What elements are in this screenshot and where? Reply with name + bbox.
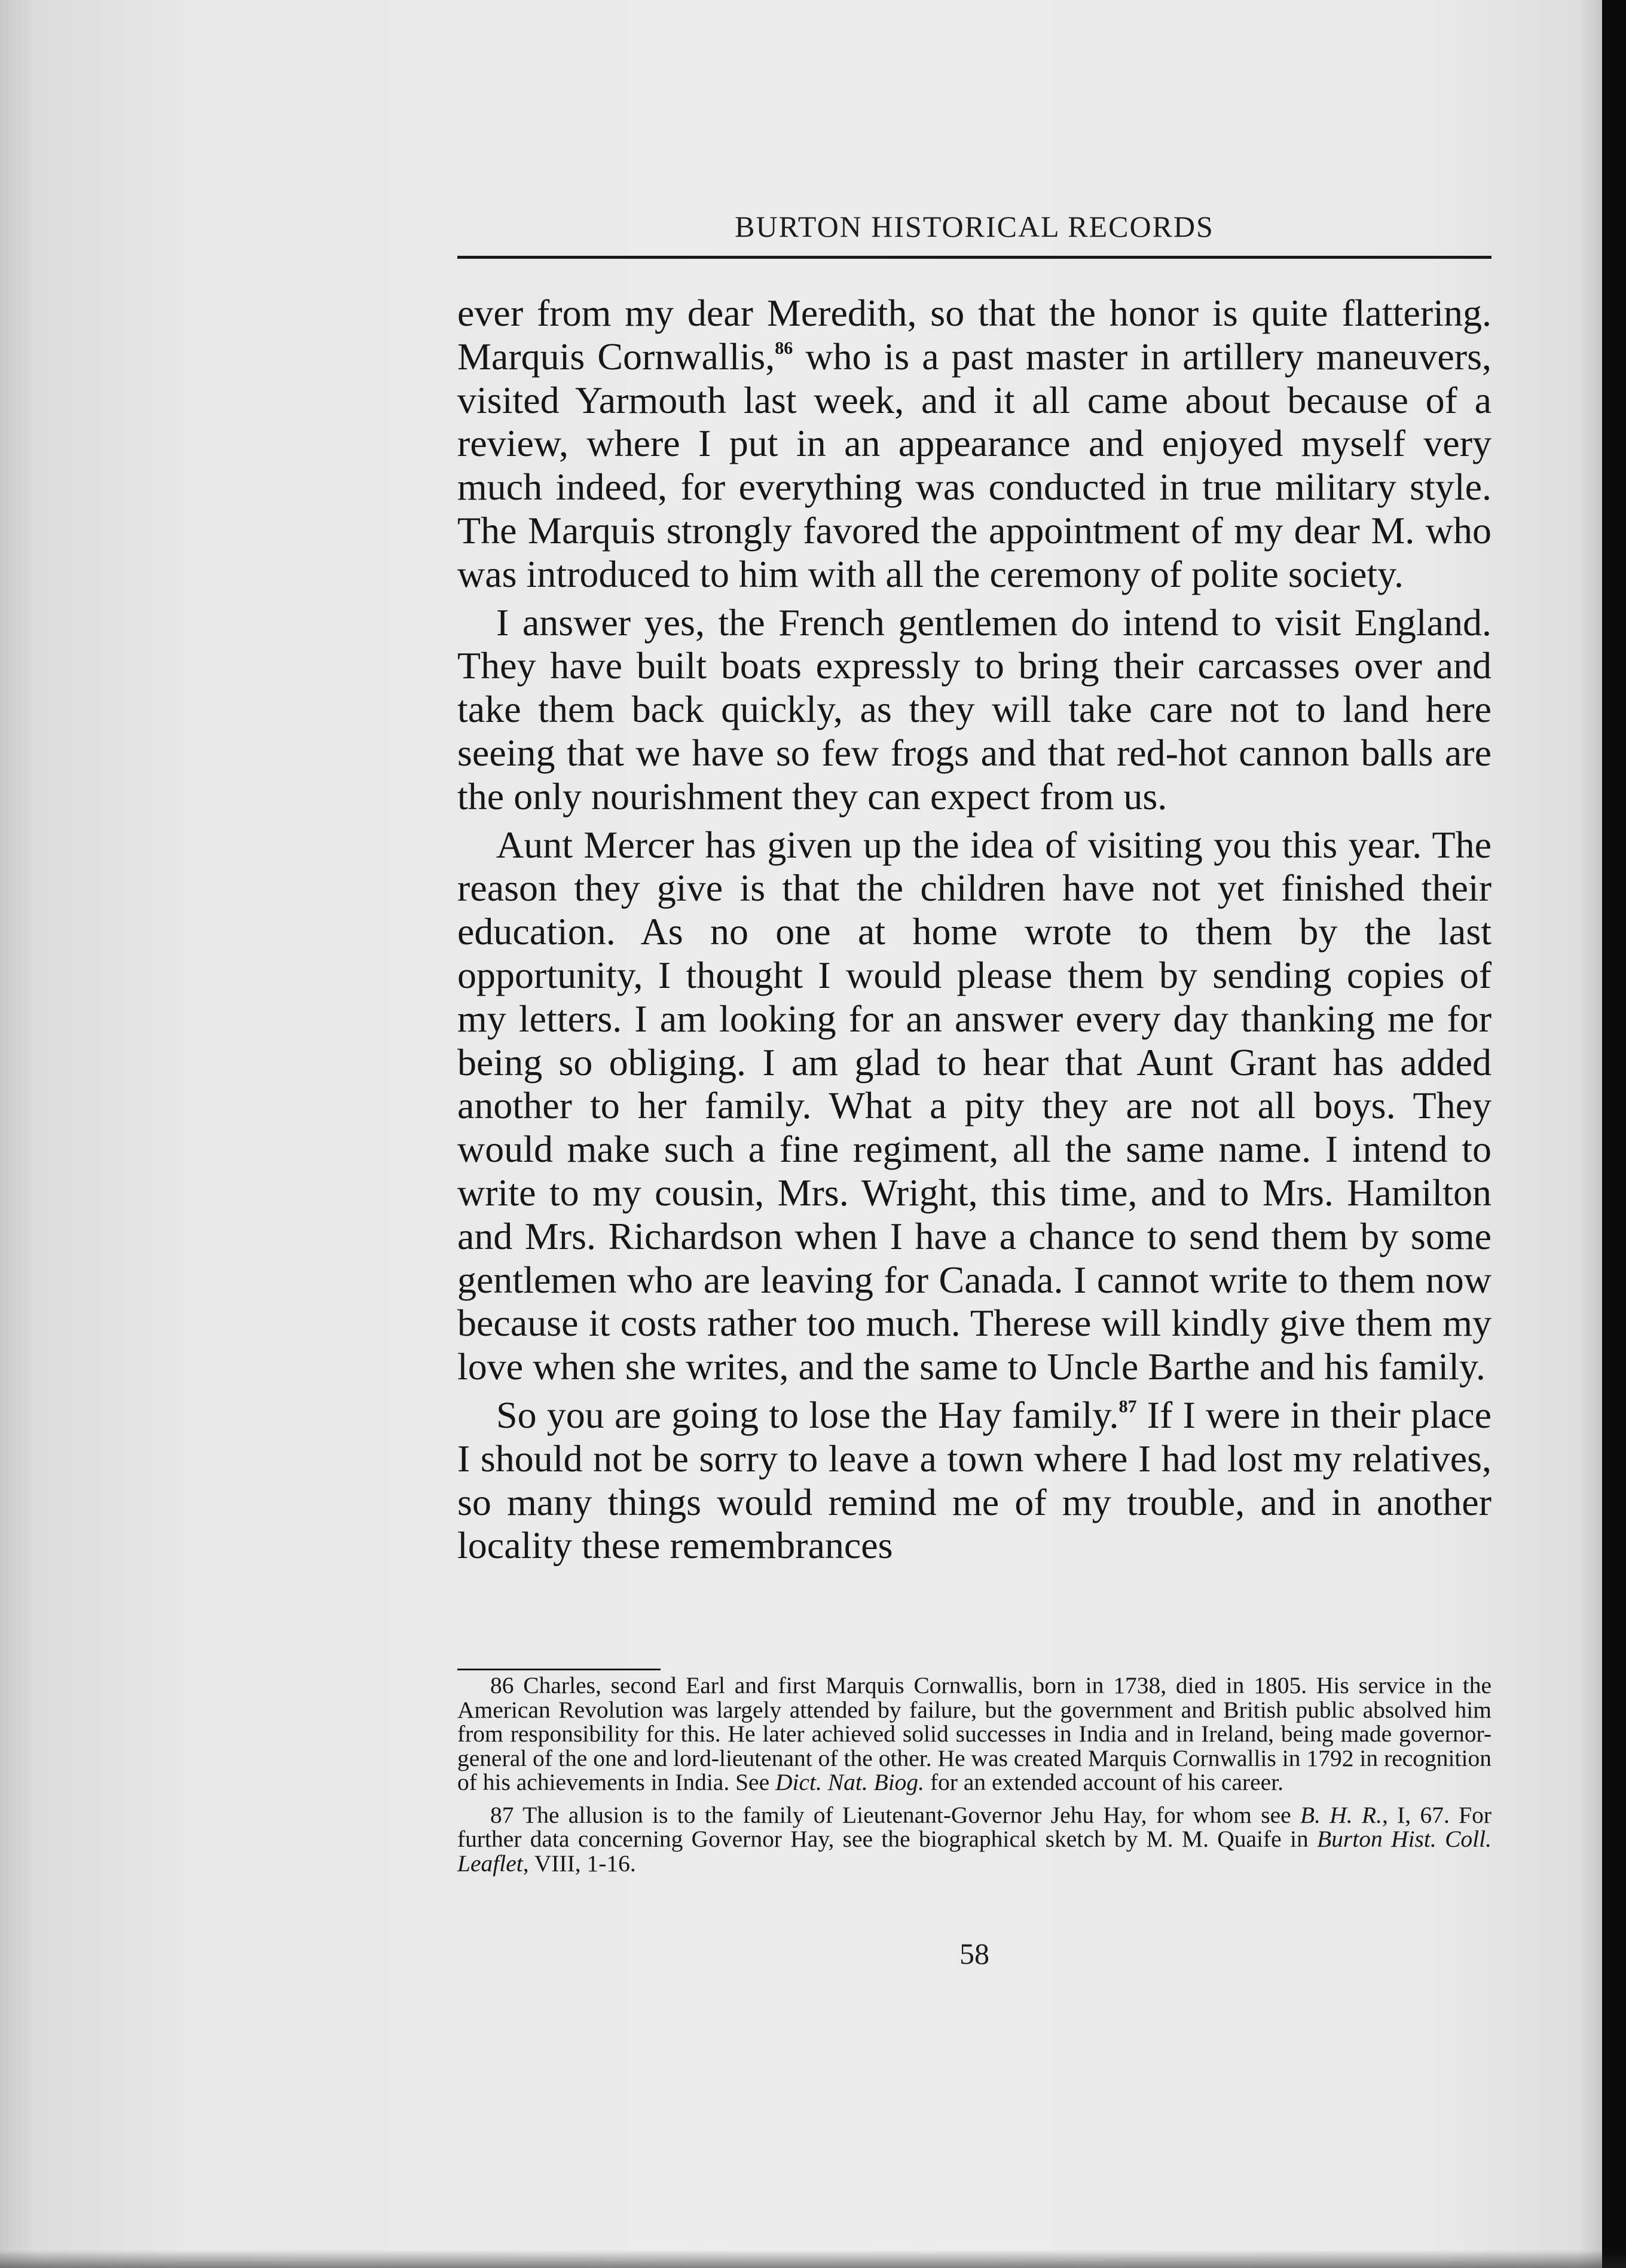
footnotes [457,1673,1491,1875]
text-run: 87 The allusion is to the family of Lieutenant-Governor Jehu Hay, for whom see [490,1801,1300,1828]
paragraph [457,824,1491,1389]
text-run: If I were in their place I should not be sorry to leave a town where I had lost my relatives, so many things would remind me of my trouble, and in another locality these remembrances [457,1393,1492,1567]
scan-edge-shadow [1602,0,1626,2268]
italic-citation: Burton Hist. Coll. Leaflet [457,1826,1491,1877]
text-run: I answer yes, the French gentlemen do intend to visit England. They have built boats expressly to bring their carcasses over and take them back quickly, as they will take care not to land here seeing that we have so few frogs and that red-hot cannon balls are the only nourishment they can expect from us. [457,601,1491,818]
body-text [457,292,1491,1568]
header-rule [457,256,1491,259]
page-number: 58 [959,1937,989,1970]
footnote-reference: 86 [775,338,793,358]
italic-citation: B. H. R. [1300,1801,1382,1828]
footnote-reference: 87 [1118,1396,1137,1416]
paragraph [457,292,1491,596]
paragraph [457,1394,1491,1568]
text-run: Aunt Mercer has given up the idea of visiting you this year. The reason they give is that the children have not yet finished their education. As no one at home wrote to them by the last opportunity, I thought I would please them by sending copies of my letters. I am looking for an answer every day thanking me for being so obliging. I am glad to hear that Aunt Grant has added another to her family. What a pity they are not all boys. They would make such a fine regiment, all the same name. I intend to write to my cousin, Mrs. Wright, this time, and to Mrs. Hamilton and Mrs. Richardson when I have a chance to send them by some gentlemen who are leaving for Canada. I cannot write to them now because it costs rather too much. Therese will kindly give them my love when she writes, and the same to Uncle Barthe and his family. [457,823,1491,1388]
footnote [457,1803,1491,1876]
paragraph [457,601,1491,819]
text-run: , I, 67. For further data concerning Governor Hay, see the biographical sketch by M. M. Quaife in [457,1801,1491,1852]
italic-citation: Dict. Nat. Biog. [775,1769,925,1795]
text-run: ever from my dear Meredith, so that the honor is quite flattering. Marquis Cornwallis, [457,292,1491,378]
text-run: 86 Charles, second Earl and first Marquis Cornwallis, born in 1738, died in 1805. His service in the American Revolution was largely attended by failure, but the government and British public absolved him from responsibility for this. He later achieved solid successes in India and in Ireland, being made governor-general of the one and lord-lieutenant of the other. He was created Marquis Cornwallis in 1792 in recognition of his achievements in India. See [457,1672,1491,1795]
text-run: who is a past master in artillery maneuvers, visited Yarmouth last week, and it all came about because of a review, where I put in an appearance and enjoyed myself very much indeed, for everything was conducted in true military style. The Marquis strongly favored the appointment of my dear M. who was introduced to him with all the ceremony of polite society. [457,335,1492,595]
footnote [457,1673,1491,1795]
text-run: , VIII, 1-16. [522,1850,636,1877]
running-header: BURTON HISTORICAL RECORDS [735,210,1214,243]
footnote-rule [457,1669,661,1670]
text-run: for an extended account of his career. [924,1769,1284,1795]
scan-bottom-shadow [0,2250,1626,2268]
text-run: So you are going to lose the Hay family. [496,1393,1119,1436]
